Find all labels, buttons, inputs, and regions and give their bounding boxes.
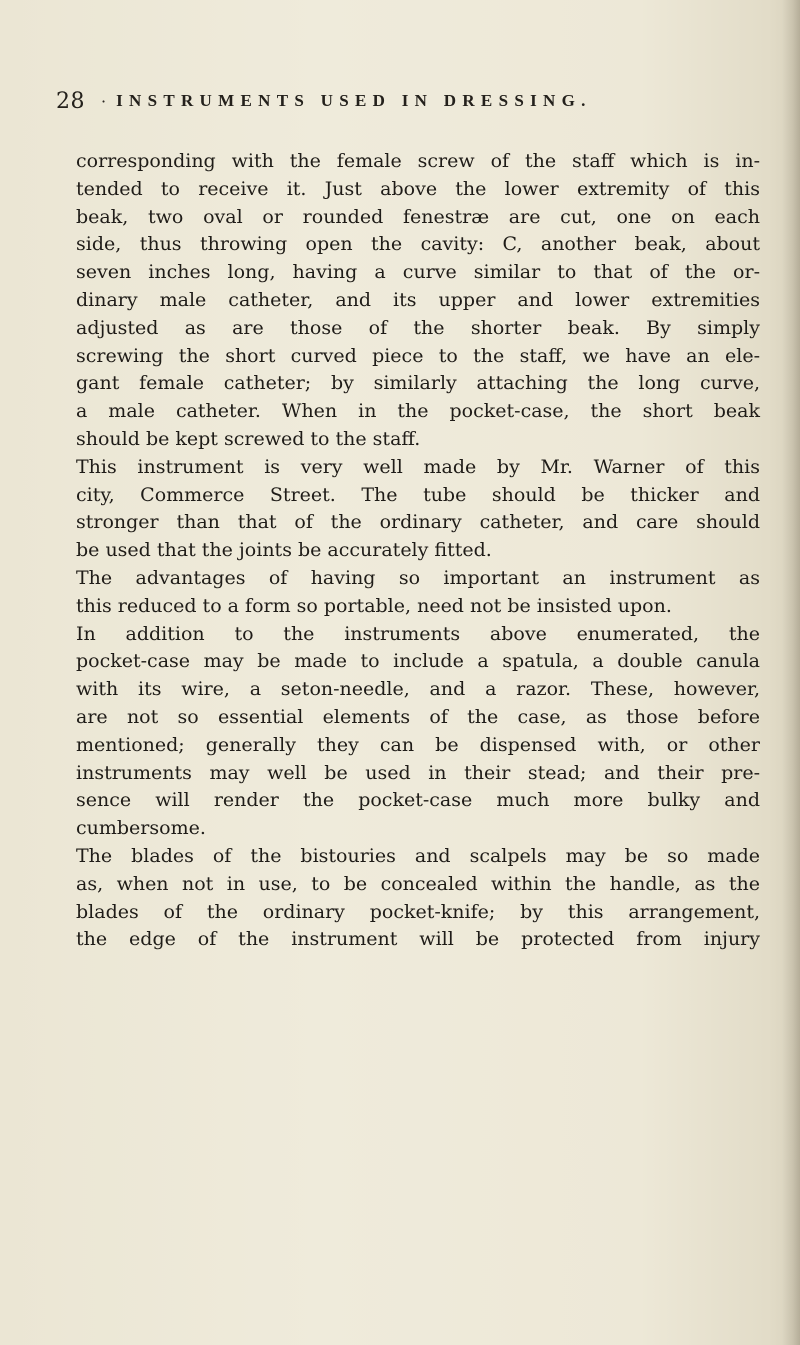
- text-line: this reduced to a form so portable, need not be insisted upon.: [76, 594, 672, 617]
- text-line: beak, two oval or rounded fenestræ are cut, one on each: [76, 205, 760, 228]
- text-line: In addition to the instruments above enumerated, the: [76, 622, 760, 645]
- text-line: city, Commerce Street. The tube should be thicker and: [76, 483, 760, 506]
- text-line: adjusted as are those of the shorter beak. By simply: [76, 316, 760, 339]
- text-line: cumbersome.: [76, 817, 206, 840]
- text-line: pocket-case may be made to include a spatula, a double canula: [76, 650, 760, 673]
- header-separator: ·: [101, 91, 107, 111]
- text-line: screwing the short curved piece to the staff, we have an ele-: [76, 344, 760, 367]
- text-line: a male catheter. When in the pocket-case, the short beak: [76, 400, 760, 423]
- text-line: corresponding with the female screw of the staff which is in-: [76, 150, 760, 172]
- page-number: 28: [56, 88, 85, 114]
- text-line: the edge of the instrument will be protected from injury: [76, 928, 760, 951]
- text-line: are not so essential elements of the case, as those before: [76, 705, 760, 728]
- text-line: sence will render the pocket-case much more bulky and: [76, 789, 760, 812]
- text-line: be used that the joints be accurately fitted.: [76, 539, 492, 562]
- text-line: tended to receive it. Just above the lower extremity of this: [76, 177, 760, 200]
- text-line: as, when not in use, to be concealed within the handle, as the: [76, 872, 760, 895]
- text-line: instruments may well be used in their stead; and their pre-: [76, 761, 760, 784]
- text-line: This instrument is very well made by Mr. Warner of this: [76, 455, 760, 478]
- text-line: gant female catheter; by similarly attaching the long curve,: [76, 372, 760, 395]
- text-line: blades of the ordinary pocket-knife; by this arrangement,: [76, 900, 760, 923]
- page-edge-shadow: [782, 0, 800, 1345]
- text-line: dinary male catheter, and its upper and lower extremities: [76, 288, 760, 311]
- text-line: The advantages of having so important an instrument as: [76, 566, 760, 589]
- text-line: The blades of the bistouries and scalpels may be so made: [76, 844, 760, 867]
- text-line: side, thus throwing open the cavity: C, another beak, about: [76, 233, 760, 256]
- text-line: seven inches long, having a curve similar to that of the or-: [76, 261, 760, 284]
- running-title: INSTRUMENTS USED IN DRESSING.: [116, 91, 592, 110]
- body-text: [76, 148, 760, 954]
- text-line: should be kept screwed to the staff.: [76, 427, 421, 450]
- running-header: [56, 86, 756, 116]
- text-line: with its wire, a seton-needle, and a razor. These, however,: [76, 678, 760, 701]
- text-line: stronger than that of the ordinary catheter, and care should: [76, 511, 760, 534]
- text-line: mentioned; generally they can be dispensed with, or other: [76, 733, 760, 756]
